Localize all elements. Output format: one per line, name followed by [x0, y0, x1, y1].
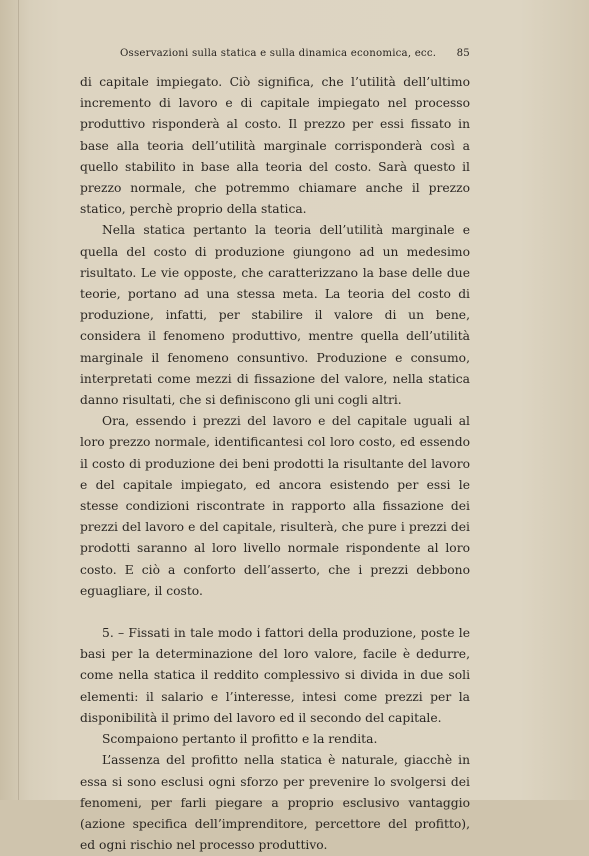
- paragraph-continuation: di capitale impiegato. Ciò significa, che l’utilità dell’ultimo incremento di lavoro e di capitale impiegato nel processo produttivo risponderà al costo. Il prezzo per essi fissato in base alla teoria dell’utilità marginale corrisponderà così a quello stabilito in base alla teoria del costo. Sarà questo il prezzo normale, che potremmo chiamare anche il prezzo statico, perchè proprio della statica.: [80, 75, 470, 217]
- paragraph: Nella statica pertanto la teoria dell’utilità marginale e quella del costo di produzione giungono ad un medesimo risultato. Le vie opposte, che caratterizzano la base delle due teorie, portano ad una stessa meta. La teoria del costo di produzione, infatti, per stabilire il valore di un bene, considera il fenomeno produttivo, mentre quella dell’utilità marginale il fenomeno consuntivo. Produzione e consumo, interpretati come mezzi di fissazione del valore, nella statica danno risultati, che si definiscono gli uni cogli altri.: [80, 223, 470, 408]
- page-gutter-shadow: [18, 0, 19, 800]
- paragraph: Scompaiono pertanto il profitto e la rendita.: [102, 732, 378, 747]
- page-header: [80, 48, 470, 66]
- body-text: [80, 72, 470, 856]
- page-number: 85: [456, 48, 470, 59]
- paragraph: L’assenza del profitto nella statica è naturale, giacchè in essa si sono esclusi ogni sforzo per prevenire lo svolgersi dei fenomeni, per farli piegare a proprio esclusivo vantaggio (azione specifica dell’imprenditore, percettore del profitto), ed ogni rischio nel processo produttivo.: [80, 753, 470, 853]
- paragraph-section-5: 5. – Fissati in tale modo i fattori della produzione, poste le basi per la determinazione del loro valore, facile è dedurre, come nella statica il reddito complessivo si divida in due soli elementi: il salario e l’interesse, intesi come prezzi per la disponibilità il primo del lavoro ed il secondo del capitale.: [80, 626, 470, 725]
- running-title: Osservazioni sulla statica e sulla dinamica economica, ecc.: [120, 48, 437, 59]
- paragraph: Ora, essendo i prezzi del lavoro e del capitale uguali al loro prezzo normale, identificantesi col loro costo, ed essendo il costo di produzione dei beni prodotti la risultante del lavoro e del capitale impiegato, ed ancora esistendo per essi le stesse condizioni riscontrate in rapporto alla fissazione dei prezzi del lavoro e del capitale, risulterà, che pure i prezzi dei prodotti saranno al loro livello normale rispondente al loro costo. E ciò a conforto dell’asserto, che i prezzi debbono eguagliare, il costo.: [80, 414, 470, 598]
